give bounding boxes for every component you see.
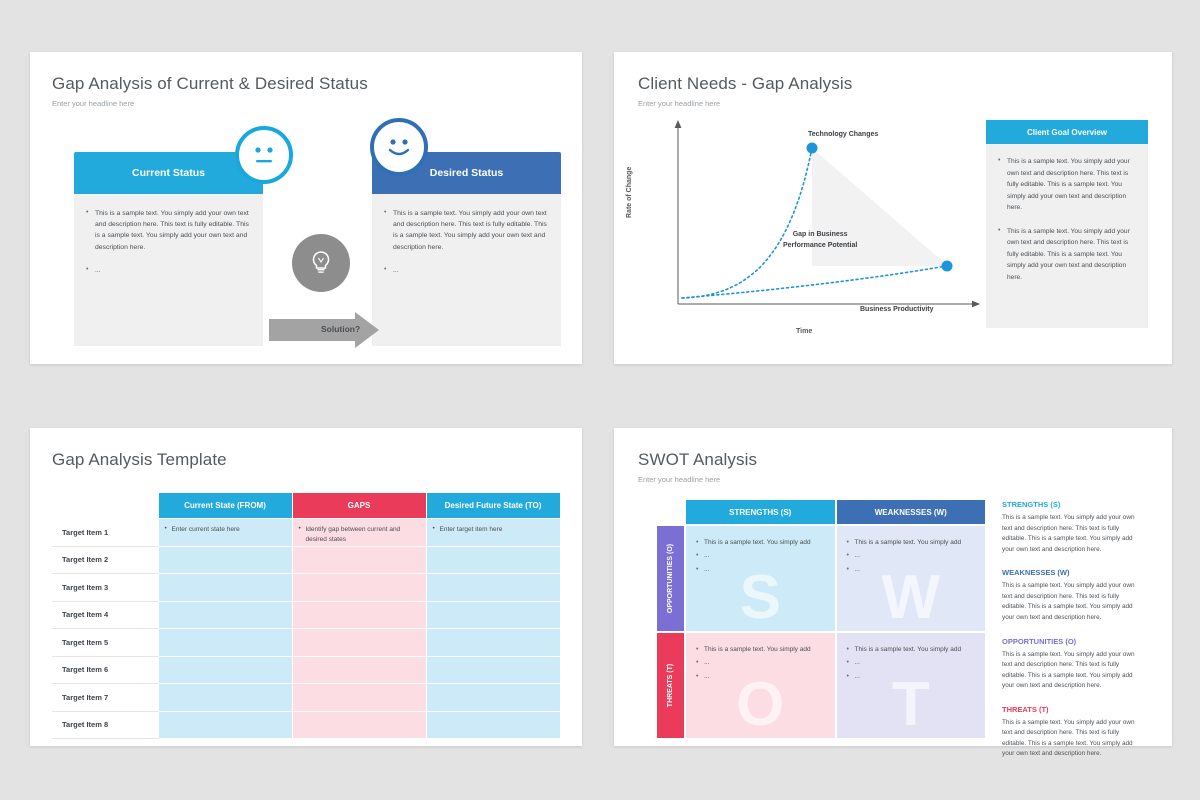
row-label: Target Item 3	[52, 574, 158, 602]
slide-swot-analysis[interactable]	[614, 428, 1172, 758]
ghost-letter-s: S	[739, 563, 781, 631]
slide3-title: Gap Analysis Template	[52, 450, 227, 469]
cell-gaps[interactable]	[292, 711, 426, 739]
table-row[interactable]	[52, 684, 560, 712]
note-body-strengths: This is a sample text. You simply add your own text and description here. This text is fully editable. This is a sample text. You simply add your own text and description here.	[1002, 514, 1135, 553]
table-header-current-state: Current State (FROM)	[158, 493, 292, 519]
cell-desired-state[interactable]	[426, 601, 560, 629]
note-body-threats: This is a sample text. You simply add your own text and description here. This text is fully editable. This is a sample text. You simply add your own text and description here.	[1002, 718, 1135, 758]
panel-desired-body	[372, 194, 561, 346]
list-item: • ...	[847, 551, 976, 561]
cell-text: • Enter current state here	[160, 520, 291, 535]
cell-desired-state[interactable]	[426, 711, 560, 739]
swot-cell-so[interactable]	[686, 526, 835, 631]
ghost-letter-t: T	[891, 670, 930, 738]
cell-gaps[interactable]	[292, 519, 426, 547]
list-item: • This is a sample text. You simply add	[696, 538, 825, 548]
gap-analysis-chart	[626, 118, 983, 340]
table-row[interactable]	[52, 601, 560, 629]
chart-annotation-gap-line2: Performance Potential	[783, 241, 858, 249]
slide2-body	[626, 118, 1148, 340]
cell-gaps[interactable]	[292, 601, 426, 629]
chart-annotation-productivity: Business Productivity	[860, 306, 934, 313]
cell-current-state[interactable]	[158, 546, 292, 574]
list-item: • ...	[847, 565, 976, 575]
cell-desired-state[interactable]	[426, 656, 560, 684]
slide4-subtitle: Enter your headline here	[638, 475, 721, 484]
row-label: Target Item 8	[52, 711, 158, 739]
cell-gaps[interactable]	[292, 574, 426, 602]
cell-current-state[interactable]	[158, 711, 292, 739]
swot-matrix	[638, 500, 1148, 758]
swot-row-threats	[657, 633, 987, 738]
cell-current-state[interactable]	[158, 519, 292, 547]
list-item: • This is a sample text. You simply add your own text and description here. This text is fully editable. This is a sample text. You simply add your own text and description here.	[998, 156, 1136, 214]
slide-client-needs-gap-analysis[interactable]	[614, 52, 1172, 364]
smiling-face-icon	[370, 118, 428, 176]
swot-header-threats	[657, 633, 684, 738]
swot-header-weaknesses: WEAKNESSES (W)	[837, 500, 986, 524]
slide2-subtitle: Enter your headline here	[638, 99, 721, 108]
panel-current-header: Current Status	[74, 152, 263, 194]
row-label: Target Item 2	[52, 546, 158, 574]
chart-annotation-gap-line1: Gap in Business	[792, 231, 848, 238]
chart-x-axis-label: Time	[796, 328, 813, 335]
panel-desired-header: Desired Status	[372, 152, 561, 194]
row-label: Target Item 5	[52, 629, 158, 657]
solution-arrow-label: Solution?	[321, 324, 361, 334]
list-item: • This is a sample text. You simply add	[847, 538, 976, 548]
table-row[interactable]	[52, 574, 560, 602]
list-item: • This is a sample text. You simply add your own text and description here. This text is fully editable. This is a sample text. You simply add your own text and description here.	[998, 226, 1136, 284]
cell-current-state[interactable]	[158, 601, 292, 629]
cell-current-state[interactable]	[158, 656, 292, 684]
table-row[interactable]	[52, 629, 560, 657]
cell-gaps[interactable]	[292, 629, 426, 657]
chart-annotation-technology: Technology Changes	[808, 131, 879, 138]
list-item: • ...	[384, 265, 549, 276]
note-heading-strengths: STRENGTHS (S)	[1002, 500, 1061, 509]
panel-current-status[interactable]	[74, 152, 263, 346]
note-heading-opportunities: OPPORTUNITIES (O)	[1002, 636, 1077, 646]
panel-desired-status[interactable]	[372, 152, 561, 346]
row-label: Target Item 7	[52, 684, 158, 712]
table-header-gaps: GAPS	[292, 493, 426, 519]
note-heading-weaknesses: WEAKNESSES (W)	[1002, 568, 1070, 578]
list-item: • ...	[847, 672, 976, 682]
cell-gaps[interactable]	[292, 656, 426, 684]
solution-arrow	[269, 312, 379, 353]
cell-current-state[interactable]	[158, 574, 292, 602]
table-row[interactable]	[52, 519, 560, 547]
panel-current-body	[74, 194, 263, 346]
slide-gap-analysis-template[interactable]	[30, 428, 582, 746]
cell-desired-state[interactable]	[426, 684, 560, 712]
table-row[interactable]	[52, 711, 560, 739]
list-item: • ...	[847, 658, 976, 668]
chart-annotation-gap	[783, 230, 857, 251]
slide2-title: Client Needs - Gap Analysis	[638, 74, 853, 93]
list-item: • ...	[86, 265, 251, 276]
client-goal-overview-card[interactable]	[986, 120, 1148, 328]
list-item: • This is a sample text. You simply add	[696, 645, 825, 655]
chart-y-axis-label: Rate of Change	[626, 166, 633, 218]
swot-header-opportunities-label: OPPORTUNITIES (O)	[667, 543, 675, 614]
row-label: Target Item 6	[52, 656, 158, 684]
table-row[interactable]	[52, 656, 560, 684]
swot-header-threats-label: THREATS (T)	[667, 663, 675, 708]
table-header-desired-state: Desired Future State (TO)	[426, 493, 560, 519]
cell-desired-state[interactable]	[426, 574, 560, 602]
cell-desired-state[interactable]	[426, 629, 560, 657]
list-item: • This is a sample text. You simply add	[847, 645, 976, 655]
cell-current-state[interactable]	[158, 684, 292, 712]
row-label: Target Item 1	[52, 519, 158, 547]
list-item: • This is a sample text. You simply add your own text and description here. This text is fully editable. This is a sample text. You simply add your own text and description here.	[384, 208, 549, 253]
cell-current-state[interactable]	[158, 629, 292, 657]
slide4-title: SWOT Analysis	[638, 450, 758, 469]
swot-notes-panel	[1002, 500, 1142, 773]
table-header-blank	[52, 493, 158, 519]
ghost-letter-w: W	[881, 563, 941, 631]
ghost-letter-o: O	[736, 670, 785, 738]
swot-cell-wt[interactable]	[837, 633, 986, 738]
swot-cell-wo[interactable]	[837, 526, 986, 631]
cell-gaps[interactable]	[292, 684, 426, 712]
table-header-row	[52, 493, 560, 519]
list-item: • ...	[696, 565, 825, 575]
gap-analysis-table[interactable]	[52, 492, 561, 739]
swot-header-opportunities	[657, 526, 684, 631]
lightbulb-icon	[292, 234, 350, 292]
note-heading-threats: THREATS (T)	[1002, 704, 1049, 714]
swot-row-opportunities	[657, 526, 987, 631]
list-item: • ...	[696, 551, 825, 561]
slide1-title: Gap Analysis of Current & Desired Status	[52, 74, 368, 93]
list-item: • This is a sample text. You simply add your own text and description here. This text is fully editable. This is a sample text. You simply add your own text and description here.	[86, 208, 251, 253]
cell-text: • Enter target item here	[428, 520, 559, 535]
table-row[interactable]	[52, 546, 560, 574]
list-item: • ...	[696, 658, 825, 668]
row-label: Target Item 4	[52, 601, 158, 629]
neutral-face-icon	[235, 126, 293, 184]
list-item: • ...	[696, 672, 825, 682]
cell-desired-state[interactable]	[426, 546, 560, 574]
swot-grid	[657, 500, 987, 738]
cell-text: • Identify gap between current and desired states	[294, 520, 425, 545]
cell-gaps[interactable]	[292, 546, 426, 574]
swot-header-row	[686, 500, 987, 524]
cell-desired-state[interactable]	[426, 519, 560, 547]
client-goal-overview-header: Client Goal Overview	[986, 120, 1148, 144]
swot-header-strengths: STRENGTHS (S)	[686, 500, 835, 524]
note-body-opportunities: This is a sample text. You simply add your own text and description here. This text is fully editable. This is a sample text. You simply add your own text and description here.	[1002, 650, 1135, 690]
slide1-body	[52, 126, 560, 336]
swot-cell-st[interactable]	[686, 633, 835, 738]
slide-gap-analysis-current-desired[interactable]	[30, 52, 582, 364]
slide1-subtitle: Enter your headline here	[52, 99, 135, 108]
note-body-weaknesses: This is a sample text. You simply add your own text and description here. This text is fully editable. This is a sample text. You simply add your own text and description here.	[1002, 582, 1135, 621]
